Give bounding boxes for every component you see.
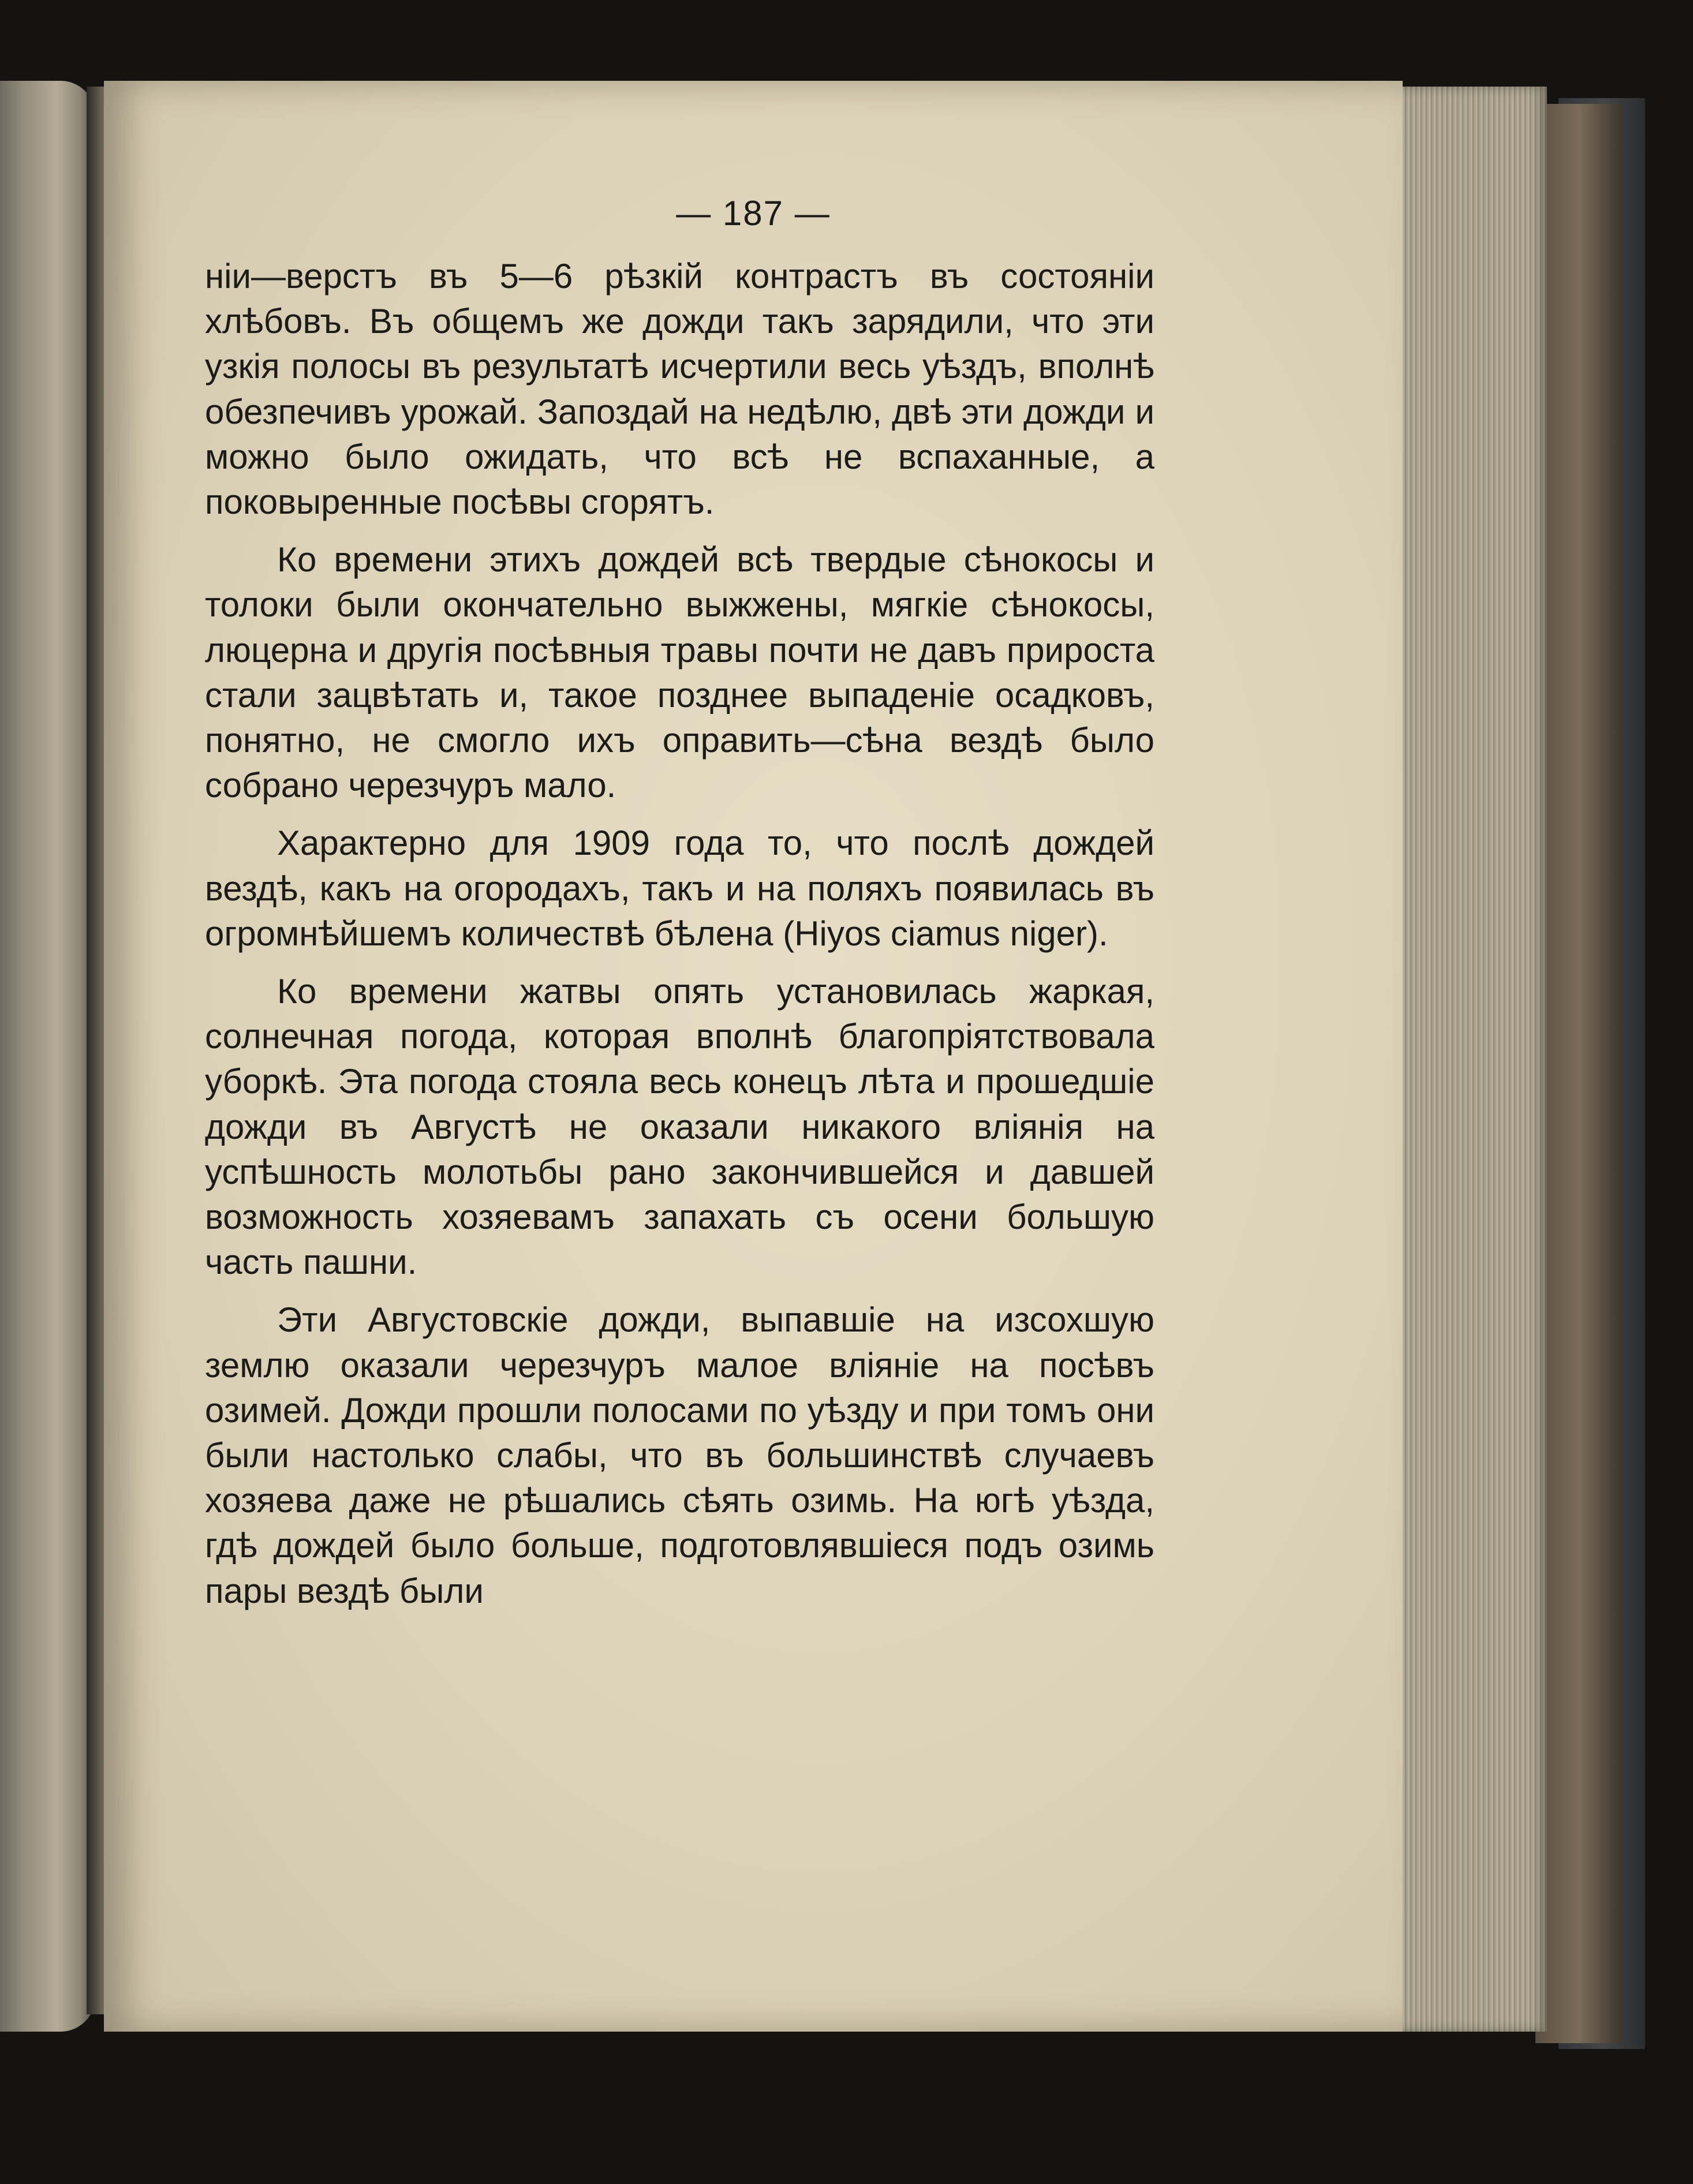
paragraph: Характерно для 1909 года то, что послѣ дождей вездѣ, какъ на огородахъ, такъ и на поляхъ появилась въ огромнѣйшемъ количествѣ бѣлена (Hiyos ciamus niger). — [205, 824, 1154, 953]
paragraph: Ко времени этихъ дождей всѣ твердые сѣнокосы и толоки были окончательно выжжены, мягкіе сѣнокосы, люцерна и другія посѣвныя травы почти не давъ прироста стали зацвѣтать и, такое позднее выпаденіе осадковъ, понятно, не смогло ихъ оправить—сѣна вездѣ было собрано черезчуръ мало. — [205, 540, 1154, 805]
left-page-edge — [0, 81, 95, 2032]
paragraph: Ко времени жатвы опять установилась жаркая, солнечная погода, которая вполнѣ благопріятствовала уборкѣ. Эта погода стояла весь конецъ лѣта и прошедшіе дожди въ Августѣ не оказали никакого вліянія на успѣшность молотьбы рано закончившейся и давшей возможность хозяевамъ запахать съ осени большую часть пашни. — [205, 972, 1154, 1282]
page-text — [205, 254, 1154, 1626]
paragraph: Эти Августовскіе дожди, выпавшіе на изсохшую землю оказали черезчуръ малое вліяніе на посѣвъ озимей. Дожди прошли полосами по уѣзду и при томъ они были настолько слабы, что въ большинствѣ случаевъ хозяева даже не рѣшались сѣять озимь. На югѣ уѣзда, гдѣ дождей было больше, подготовлявшіеся подъ озимь пары вездѣ были — [205, 1300, 1154, 1610]
book-page — [104, 81, 1403, 2032]
book-cover-edge — [1535, 104, 1622, 2043]
paragraph: ніи—верстъ въ 5—6 рѣзкій контрастъ въ состояніи хлѣбовъ. Въ общемъ же дожди такъ зарядили, что эти узкія полосы въ результатѣ исчертили весь уѣздъ, вполнѣ обезпечивъ урожай. Запоздай на недѣлю, двѣ эти дожди и можно было ожидать, что всѣ не вспаханные, а поковыренные посѣвы сгорятъ. — [205, 257, 1154, 522]
page-number: — 187 — — [676, 194, 831, 233]
page-edges — [1397, 87, 1547, 2032]
